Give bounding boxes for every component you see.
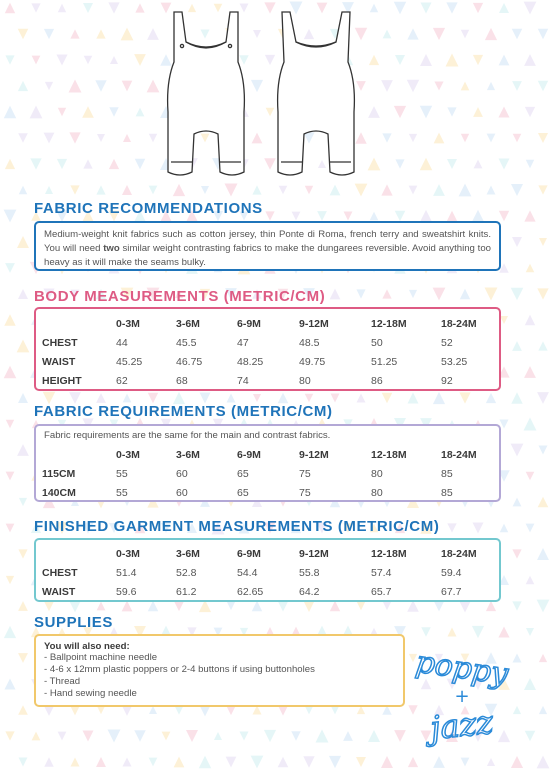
table-cell: 92 — [441, 374, 453, 387]
finished-garment-heading: FINISHED GARMENT MEASUREMENTS (METRIC/CM) — [34, 518, 440, 535]
body-measurements-heading: BODY MEASUREMENTS (METRIC/CM) — [34, 288, 326, 305]
table-cell: 51.25 — [371, 355, 398, 368]
poppy-jazz-logo — [412, 638, 512, 756]
fabric-requirements-heading: FABRIC REQUIREMENTS (METRIC/CM) — [34, 403, 333, 420]
fabric-requirements-note: Fabric requirements are the same for the main and contrast fabrics. — [44, 430, 331, 441]
table-cell: 59.6 — [116, 585, 137, 598]
table-cell: 65.7 — [371, 585, 392, 598]
size-header: 9-12M — [299, 317, 329, 330]
table-header-row — [42, 314, 487, 333]
table-cell: 60 — [176, 467, 188, 480]
list-item: - Hand sewing needle — [44, 688, 137, 699]
dungarees-back-drawing — [278, 12, 355, 175]
dungarees-illustration — [160, 2, 360, 187]
table-cell: 65 — [237, 467, 249, 480]
table-cell: 59.4 — [441, 566, 462, 579]
list-item: - Thread — [44, 676, 81, 687]
size-header: 9-12M — [299, 448, 329, 461]
size-header: 18-24M — [441, 547, 477, 560]
size-header: 12-18M — [371, 448, 407, 461]
table-cell: 52 — [441, 336, 453, 349]
table-cell: 75 — [299, 486, 311, 499]
supplies-heading: SUPPLIES — [34, 614, 113, 631]
table-row — [42, 352, 487, 371]
row-label: 115CM — [42, 467, 76, 480]
finished-garment-box — [34, 538, 501, 602]
size-header: 0-3M — [116, 547, 140, 560]
finished-garment-table — [42, 544, 487, 601]
row-label: WAIST — [42, 355, 76, 368]
table-cell: 61.2 — [176, 585, 197, 598]
logo-plus: + — [454, 686, 470, 707]
row-label: CHEST — [42, 566, 78, 579]
table-cell: 60 — [176, 486, 188, 499]
table-row — [42, 483, 487, 502]
recommendation-text-part: Medium-weight knit fabrics such as cotton jersey, thin Ponte di Roma, french terry and sweatshirt knits. You will need — [44, 229, 491, 254]
table-cell: 85 — [441, 486, 453, 499]
row-label: CHEST — [42, 336, 78, 349]
fabric-recommendations-text — [36, 223, 499, 275]
table-cell: 62 — [116, 374, 128, 387]
table-cell: 45.5 — [176, 336, 197, 349]
table-row — [42, 371, 487, 390]
supplies-box — [34, 634, 405, 707]
fabric-recommendations-box — [34, 221, 501, 271]
table-cell: 48.5 — [299, 336, 320, 349]
fabric-recommendations-heading: FABRIC RECOMMENDATIONS — [34, 200, 263, 217]
size-header: 3-6M — [176, 317, 200, 330]
table-row — [42, 563, 487, 582]
table-cell: 80 — [371, 486, 383, 499]
table-cell: 50 — [371, 336, 383, 349]
list-item: - Ballpoint machine needle — [44, 652, 158, 663]
table-cell: 67.7 — [441, 585, 462, 598]
table-row — [42, 582, 487, 601]
size-header: 18-24M — [441, 448, 477, 461]
table-cell: 47 — [237, 336, 249, 349]
table-cell: 53.25 — [441, 355, 468, 368]
recommendation-text-part: similar weight contrasting fabrics to make the dungarees reversible. Avoid anything too heavy as it will make the seams bulky. — [44, 243, 491, 268]
size-header: 12-18M — [371, 317, 407, 330]
row-label: HEIGHT — [42, 374, 82, 387]
table-cell: 54.4 — [237, 566, 258, 579]
row-label: 140CM — [42, 486, 76, 499]
table-cell: 51.4 — [116, 566, 137, 579]
size-header: 6-9M — [237, 547, 261, 560]
table-cell: 48.25 — [237, 355, 264, 368]
supplies-intro: You will also need: — [44, 641, 130, 652]
table-cell: 86 — [371, 374, 383, 387]
table-cell: 80 — [371, 467, 383, 480]
table-cell: 44 — [116, 336, 128, 349]
size-header: 3-6M — [176, 448, 200, 461]
table-cell: 62.65 — [237, 585, 264, 598]
table-cell: 68 — [176, 374, 188, 387]
table-cell: 55 — [116, 467, 128, 480]
table-cell: 57.4 — [371, 566, 392, 579]
list-item: - 4-6 x 12mm plastic poppers or 2-4 buttons if using buttonholes — [44, 664, 315, 675]
fabric-requirements-box — [34, 424, 501, 502]
dungarees-front-drawing — [168, 12, 245, 175]
size-header: 0-3M — [116, 448, 140, 461]
table-cell: 49.75 — [299, 355, 326, 368]
size-header: 18-24M — [441, 317, 477, 330]
table-cell: 64.2 — [299, 585, 320, 598]
table-cell: 52.8 — [176, 566, 197, 579]
size-header: 6-9M — [237, 317, 261, 330]
table-cell: 55.8 — [299, 566, 320, 579]
logo-line-1: poppy — [413, 644, 511, 693]
table-cell: 45.25 — [116, 355, 143, 368]
table-cell: 55 — [116, 486, 128, 499]
fabric-requirements-table — [42, 445, 487, 502]
table-cell: 65 — [237, 486, 249, 499]
size-header: 12-18M — [371, 547, 407, 560]
size-header: 9-12M — [299, 547, 329, 560]
body-measurements-table — [42, 314, 487, 390]
body-measurements-box — [34, 307, 501, 391]
logo-line-2: jazz — [428, 702, 495, 748]
table-header-row — [42, 445, 487, 464]
size-header: 6-9M — [237, 448, 261, 461]
table-row — [42, 333, 487, 352]
table-cell: 74 — [237, 374, 249, 387]
table-cell: 85 — [441, 467, 453, 480]
table-row — [42, 464, 487, 483]
table-cell: 80 — [299, 374, 311, 387]
recommendation-emphasis: two — [103, 243, 120, 254]
table-cell: 46.75 — [176, 355, 203, 368]
table-cell: 75 — [299, 467, 311, 480]
supplies-list — [44, 652, 395, 700]
table-header-row — [42, 544, 487, 563]
row-label: WAIST — [42, 585, 76, 598]
size-header: 3-6M — [176, 547, 200, 560]
size-header: 0-3M — [116, 317, 140, 330]
